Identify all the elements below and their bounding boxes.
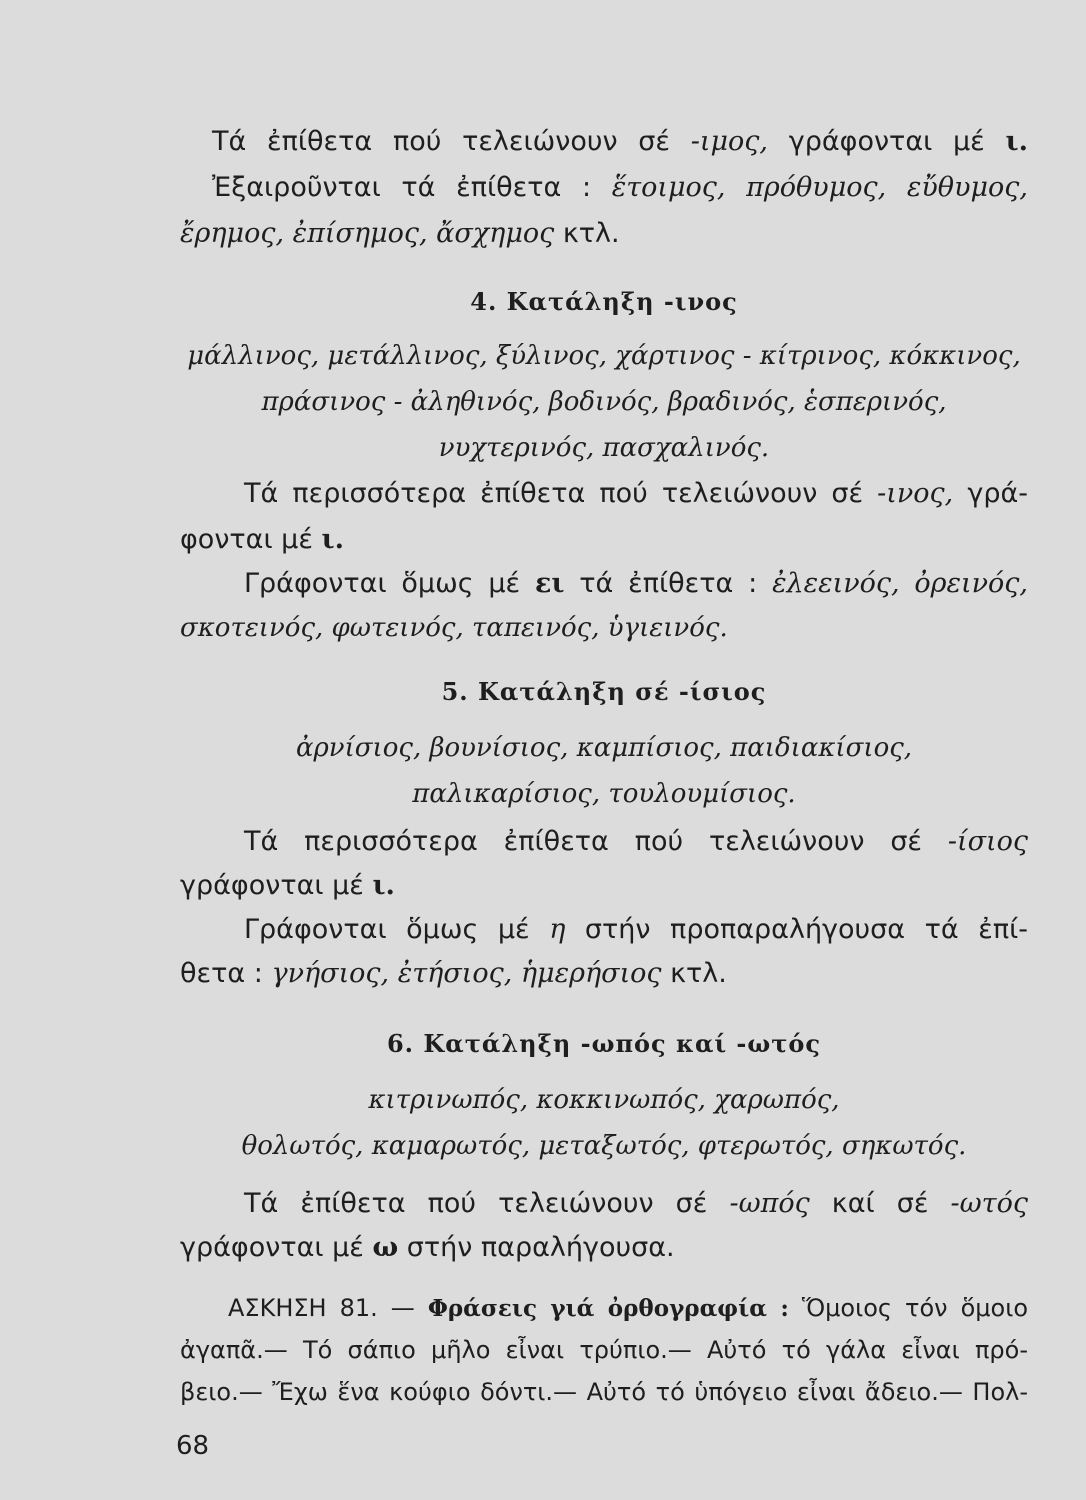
- text: γράφονται μέ: [180, 870, 373, 901]
- text: φονται μέ: [180, 524, 322, 555]
- letter-ei: ει: [534, 568, 565, 599]
- sec5-examples-2: παλικαρίσιος, τουλουμίσιος.: [412, 779, 796, 809]
- sec4-rule-line-1: [244, 474, 1028, 514]
- text: καί σέ: [809, 1188, 951, 1219]
- sec4-examples-1: μάλλινος, μετάλλινος, ξύλινος, χάρτινος - κίτρινος, κόκκινος,: [187, 341, 1021, 371]
- sec3-rule-line-2: [212, 168, 1028, 208]
- text: γράφονται μέ: [767, 126, 1006, 157]
- sec3-rule-line-3: [180, 214, 1028, 254]
- letter-i: ι.: [321, 524, 345, 555]
- ending-isios: -ίσιος: [947, 826, 1028, 857]
- exercise-label: ΑΣΚΗΣΗ 81. —: [228, 1294, 428, 1322]
- text: θετα :: [180, 958, 272, 989]
- sec5-examples-1: ἀρνίσιος, βουνίσιος, καμπίσιος, παιδιακίσιος,: [295, 733, 913, 763]
- text: κτλ.: [661, 958, 727, 989]
- exception-words: ἔρημος, ἐπίσημος, ἄσχημος: [180, 218, 555, 249]
- sec5-rule-line-1: [244, 822, 1028, 862]
- ending-otos: -ωτός: [950, 1188, 1028, 1219]
- text: στήν προπαραλήγουσα τά ἐπί-: [565, 914, 1028, 945]
- text: Γράφονται ὅμως μέ: [244, 568, 535, 599]
- sec4-examples-2: πράσινος - ἀληθινός, βοδινός, βραδινός, ἑσπερινός,: [261, 387, 947, 417]
- text: στήν παραλήγουσα.: [398, 1232, 675, 1263]
- exercise-line-3: βειο.— Ἔχω ἕνα κούφιο δόντι.— Αὐτό τό ὑπόγειο εἶναι ἄδειο.— Πολ-: [180, 1378, 1028, 1406]
- exercise-line-2: ἀγαπᾶ.— Τό σάπιο μῆλο εἶναι τρύπιο.— Αὐτό τό γάλα εἶναι πρό-: [180, 1336, 1028, 1364]
- sec5-heading: 5. Κατάληξη σέ -ίσιος: [441, 677, 767, 706]
- sec3-rule-line-1: [212, 122, 1028, 162]
- exercise-title: Φράσεις γιά ὀρθογραφία :: [427, 1295, 789, 1322]
- ending-opos: -ωπός: [729, 1188, 810, 1219]
- exception-words: ἐλεεινός, ὀρεινός,: [772, 568, 1028, 599]
- exception-words: ἕτοιμος, πρόθυμος, εὔθυμος,: [611, 172, 1028, 203]
- letter-eta: η: [549, 914, 566, 945]
- page-number: 68: [176, 1431, 210, 1461]
- sec6-heading: 6. Κατάληξη -ωπός καί -ωτός: [386, 1029, 821, 1058]
- text: γράφονται μέ: [180, 1232, 373, 1263]
- text: Γράφονται ὅμως μέ: [244, 914, 550, 945]
- sec5-rule-line-3: [244, 910, 1028, 950]
- exercise-line-1: [228, 1288, 1028, 1329]
- text: Ἐξαιροῦνται τά ἐπίθετα :: [212, 172, 612, 203]
- letter-omega: ω: [372, 1232, 399, 1263]
- sec4-heading: 4. Κατάληξη -ινος: [470, 287, 738, 316]
- text: κτλ.: [554, 218, 620, 249]
- text: Τά ἐπίθετα πού τελειώνουν σέ: [244, 1188, 730, 1219]
- text: Τά περισσότερα ἐπίθετα πού τελειώνουν σέ: [244, 826, 948, 857]
- text: Τά ἐπίθετα πού τελειώνουν σέ: [212, 126, 691, 157]
- exception-words: γνήσιος, ἐτήσιος, ἡμερήσιος: [271, 958, 662, 989]
- sec4-rule-line-3: [244, 564, 1028, 604]
- text: Τά περισσότερα ἐπίθετα πού τελειώνουν σέ: [244, 478, 878, 509]
- sec6-rule-line-1: [244, 1184, 1028, 1224]
- sec4-rule-line-4: σκοτεινός, φωτεινός, ταπεινός, ὑγιεινός.: [180, 613, 728, 643]
- sec6-examples-2: θολωτός, καμαρωτός, μεταξωτός, φτερωτός, σηκωτός.: [241, 1131, 967, 1161]
- letter-i: ι.: [372, 870, 395, 901]
- text: γρά-: [953, 478, 1029, 509]
- letter-i: ι.: [1005, 126, 1028, 157]
- sec4-examples-3: νυχτερινός, πασχαλινός.: [438, 433, 770, 463]
- sec5-rule-line-2: [180, 866, 1028, 906]
- text: τά ἐπίθετα :: [564, 568, 773, 599]
- sec5-rule-line-4: [180, 954, 1028, 994]
- text: Ὅμοιος τόν ὅμοιο: [788, 1294, 1029, 1322]
- ending-inos: -ινος,: [877, 478, 954, 509]
- sec4-rule-line-2: [180, 520, 1028, 560]
- ending-imos: -ιμος,: [690, 126, 768, 157]
- sec6-rule-line-2: [180, 1228, 1028, 1268]
- sec6-examples-1: κιτρινωπός, κοκκινωπός, χαρωπός,: [368, 1085, 840, 1115]
